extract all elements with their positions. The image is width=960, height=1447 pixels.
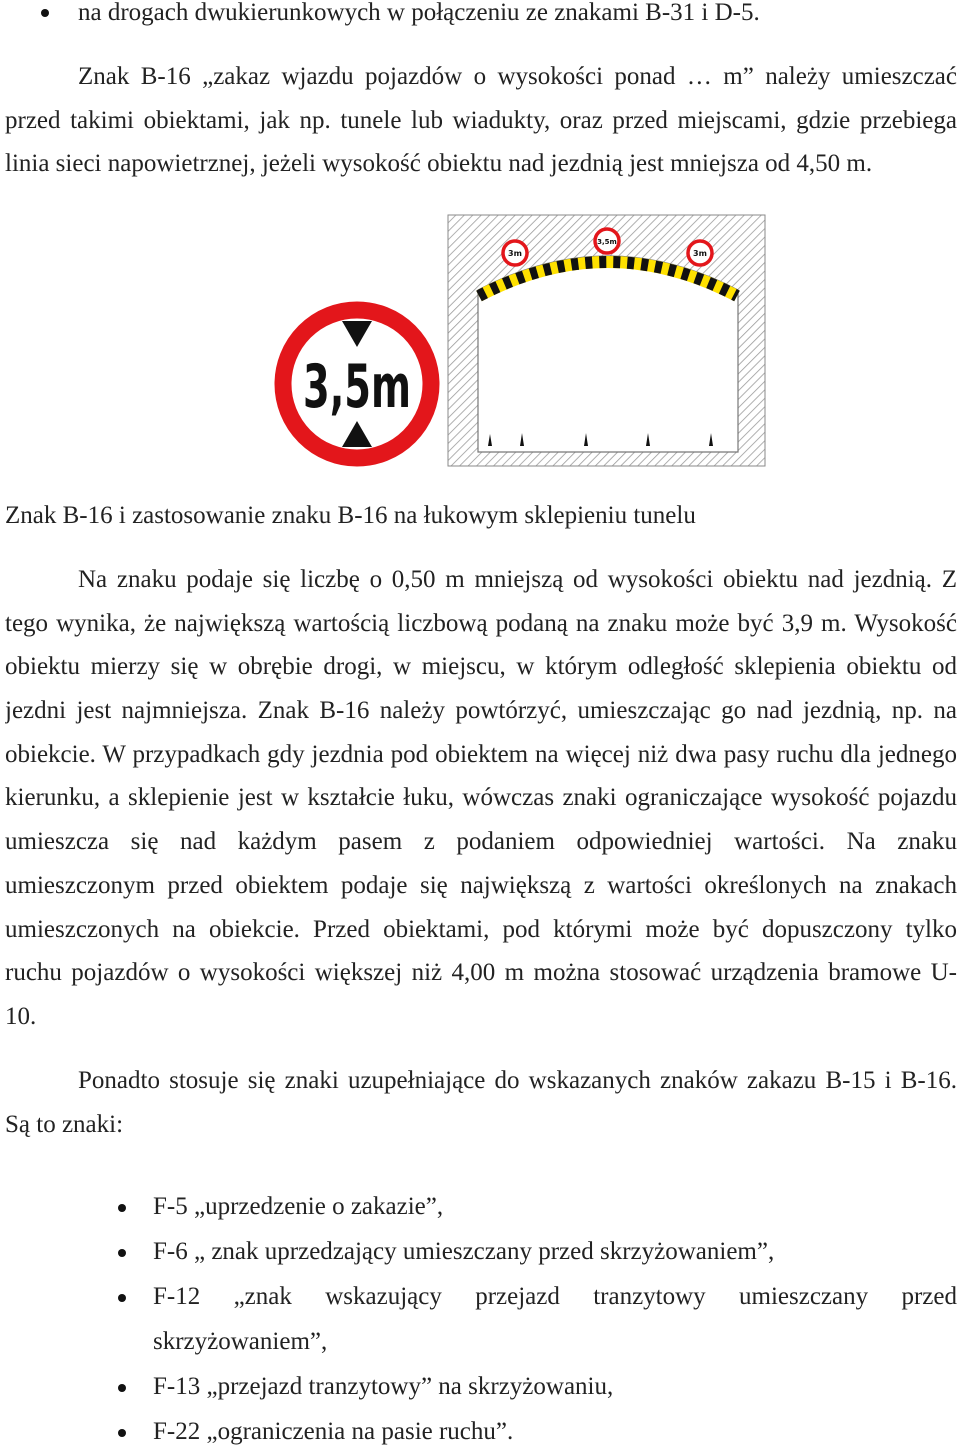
arch-sign-label: 3m bbox=[693, 249, 707, 258]
list-item-text: F-6 „ znak uprzedzający umieszczany przed skrzyżowaniem”, bbox=[153, 1237, 775, 1265]
list-item-text: F-13 „przejazd tranzytowy” na skrzyżowaniu, bbox=[153, 1372, 614, 1400]
bullet-item-text: na drogach dwukierunkowych w połączeniu ze znakami B-31 i D-5. bbox=[78, 0, 760, 26]
arch-sign-left bbox=[503, 241, 527, 265]
list-item-text: F-12 „znak wskazujący przejazd tranzytowy umieszczany przed bbox=[153, 1282, 957, 1310]
sign-height-label: 3,5m bbox=[303, 352, 411, 422]
tunnel-opening bbox=[478, 256, 738, 452]
paragraph-line: kierunku, a sklepienie jest w kształcie łuku, wówczas znaki ograniczające wysokość pojazdu bbox=[5, 784, 957, 812]
paragraph-line: Ponadto stosuje się znaki uzupełniające do wskazanych znaków zakazu B-15 i B-16. bbox=[78, 1067, 957, 1094]
arch-sign-label: 3m bbox=[508, 249, 522, 258]
figure-caption bbox=[5, 494, 957, 538]
bullet-icon bbox=[118, 1429, 126, 1437]
paragraph-line: jezdni jest najmniejsza. Znak B-16 należy powtórzyć, umieszczając go nad jezdnią, np. na bbox=[5, 697, 957, 725]
figure-b16-tunnel bbox=[0, 210, 960, 470]
list-item-text: F-5 „uprzedzenie o zakazie”, bbox=[153, 1192, 444, 1220]
caption-text: Znak B-16 i zastosowanie znaku B-16 na łukowym sklepieniu tunelu bbox=[5, 502, 696, 529]
bullet-item-bidirectional-roads bbox=[78, 0, 957, 26]
list-item-f12 bbox=[153, 1282, 957, 1357]
arch-sign-right bbox=[688, 241, 712, 265]
bullet-icon bbox=[41, 9, 49, 17]
paragraph-line: linia sieci napowietrznej, jeżeli wysokość obiektu nad jezdnią jest mniejsza od 4,50 m. bbox=[5, 150, 873, 178]
paragraph-line: obiekcie. W przypadkach gdy jezdnia pod obiektem na więcej niż dwa pasy ruchu dla jednego bbox=[5, 740, 957, 768]
paragraph-line: Są to znaki: bbox=[5, 1110, 124, 1138]
list-item-f22 bbox=[153, 1417, 957, 1447]
paragraph-height-rules bbox=[5, 558, 957, 1039]
paragraph-line: Na znaku podaje się liczbę o 0,50 m mniejszą od wysokości obiektu nad jezdnią. Z bbox=[78, 566, 957, 593]
bullet-icon bbox=[118, 1204, 126, 1212]
arch-sign-middle bbox=[595, 229, 619, 253]
paragraph-line: umieszczonych na obiekcie. Przed obiektami, pod którymi może być dopuszczony tylko bbox=[5, 915, 957, 943]
tunnel-arch-drawing bbox=[448, 215, 765, 466]
paragraph-line: 10. bbox=[5, 1002, 37, 1030]
paragraph-line: obiektu mierzy się w obrębie drogi, w miejscu, w którym odległość sklepienia obiektu od bbox=[5, 653, 957, 681]
arch-sign-label: 3,5m bbox=[597, 238, 617, 246]
paragraph-b16-placement bbox=[5, 55, 957, 186]
paragraph-line: przed takimi obiektami, jak np. tunele lub wiadukty, oraz przed miejscami, gdzie przebiega bbox=[5, 106, 957, 134]
list-item-f13 bbox=[153, 1372, 957, 1402]
paragraph-line: umieszczonym przed obiektem podaje się największą z wartości określonych na znakach bbox=[5, 871, 957, 899]
list-item-text: skrzyżowaniem”, bbox=[153, 1327, 328, 1355]
paragraph-supplementary-signs bbox=[5, 1059, 957, 1146]
paragraph-line: umieszcza się nad każdym pasem z podaniem odpowiedniej wartości. Na znaku bbox=[5, 828, 957, 856]
paragraph-line: Znak B-16 „zakaz wjazdu pojazdów o wysokości ponad … m” należy umieszczać bbox=[78, 63, 957, 90]
b16-height-limit-sign bbox=[283, 310, 431, 458]
list-item-text: F-22 „ograniczenia na pasie ruchu”. bbox=[153, 1417, 514, 1445]
paragraph-line: ruchu pojazdów o wysokości większej niż 4,00 m można stosować urządzenia bramowe U- bbox=[5, 959, 957, 987]
bullet-icon bbox=[118, 1249, 126, 1257]
list-item-f6 bbox=[153, 1237, 957, 1267]
bullet-icon bbox=[118, 1294, 126, 1302]
list-item-f5 bbox=[153, 1192, 957, 1222]
paragraph-line: tego wynika, że największą wartością liczbową podaną na znaku może być 3,9 m. Wysokość bbox=[5, 609, 957, 637]
supplementary-signs-list bbox=[153, 1177, 957, 1447]
bullet-icon bbox=[118, 1384, 126, 1392]
